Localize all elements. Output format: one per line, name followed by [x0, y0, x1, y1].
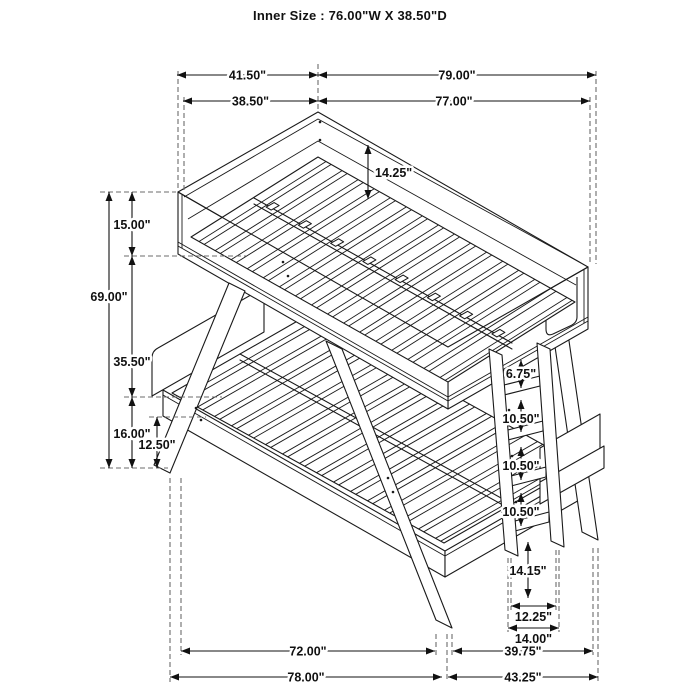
dimension-label-upper_bunk_height: 15.00": [113, 218, 151, 232]
dimension-label-inner_length: 77.00": [435, 94, 473, 109]
dimension-lower_inner_depth: [453, 645, 593, 659]
dimension-label-rung_spacing_3: 10.50": [502, 505, 540, 519]
dimension-label-overall_height: 69.00": [90, 290, 128, 304]
dimension-label-bunk_gap: 35.50": [113, 355, 151, 369]
dimension-inner_depth: [183, 95, 318, 109]
dimension-label-inner_depth: 38.50": [231, 94, 270, 109]
dimension-lower_inner_length: [181, 645, 435, 659]
dimension-label-rail_to_slat_height: 14.25": [375, 166, 413, 180]
dimension-ladder_inner_width: [511, 606, 556, 624]
dimension-label-rung_spacing_2: 10.50": [502, 459, 540, 473]
dimension-label-ladder_inner_width: 12.25": [514, 610, 553, 624]
dimension-label-lower_inner_depth: 39.75": [504, 644, 542, 659]
dimension-bunk_gap: [113, 256, 150, 397]
dimension-label-outer_depth: 41.50": [228, 68, 267, 83]
dimension-label-rung_floor_gap: 14.15": [509, 564, 547, 578]
dimension-label-rung_spacing_1: 10.50": [502, 412, 540, 426]
dimension-label-outer_length: 79.00": [438, 68, 476, 83]
dimension-ladder_outer_width: [508, 628, 559, 646]
dimension-label-ladder_outer_width: 14.00": [514, 632, 553, 646]
dimension-outer_depth: [177, 69, 318, 83]
dimension-inner_length: [318, 95, 590, 109]
dimension-outer_length: [318, 69, 596, 83]
dimension-label-lower_platform_height: 12.50": [138, 438, 176, 452]
dimension-lower_outer_length: [170, 671, 442, 685]
dimension-label-lower_bunk_height: 16.00": [113, 427, 151, 441]
diagram-title: Inner Size : 76.00"W X 38.50"D: [253, 8, 447, 23]
dimension-lower_bunk_height: [113, 397, 150, 468]
dimension-label-lower_outer_depth: 43.25": [504, 670, 542, 685]
dimension-lower_outer_depth: [448, 671, 598, 685]
dimension-label-ladder_top_gap: 6.75": [505, 367, 537, 381]
dimension-upper_bunk_height: [113, 192, 150, 256]
dimension-label-lower_outer_length: 78.00": [287, 670, 325, 685]
dimension-label-lower_inner_length: 72.00": [289, 644, 327, 659]
